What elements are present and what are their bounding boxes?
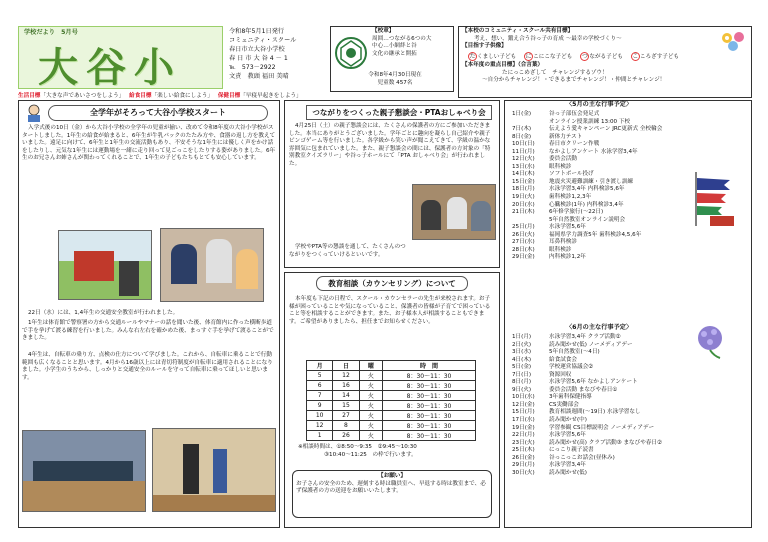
counseling-note: ※相談時間は、①8:50～9:35 ②9:45～10:30 ③10:40～11:25 の枠で行います。: [298, 444, 417, 458]
schedule-item: [512, 141, 748, 149]
schedule-item: [512, 447, 748, 455]
schedule-event: CS実働部会: [549, 401, 579, 408]
article2-text-top: 4月25日（土）の親子懇談会には、たくさんの保護者の方にご参加いただきました。本当にありがとうございました。学年ごとに趣向を凝らし自己紹介や親子ビンゴゲーム等を行いました。各学級から笑い声が聞こえてきて、学級の温かな雰囲気に包まれていました。また、親子懇談会の間には、保護者の方対象の「特別教室クイズラリー」や谷っ子ホールにて「PTA おしゃべり会」が行われました。: [289, 123, 491, 167]
schedule-event: 水泳学習3,4年 内科検診5,6年: [549, 186, 625, 193]
schedule-date: 2日(火): [512, 341, 532, 348]
schedule-date: 1日(月): [512, 334, 532, 340]
photo-traffic-lesson: [152, 428, 276, 512]
photo-gym-assembly: [22, 430, 146, 512]
table-row: 12 8 火 8：30～11：30: [307, 421, 476, 431]
schedule-date: 14日(木): [512, 171, 535, 178]
schedule-date: 27日(水): [512, 239, 535, 246]
schedule-event: 水泳学習3,4年: [549, 462, 586, 469]
schedule-date: 17日(水): [512, 417, 535, 424]
schedule-event: 谷っこっこお話会(昼休み): [549, 454, 615, 461]
schedule-date: 5日(金): [512, 364, 532, 371]
schedule-event: 委員会活動 まなびや春日①: [549, 386, 618, 393]
schedule-event: 読み聞かせ(中): [549, 417, 587, 424]
schedule-item: [512, 149, 748, 157]
schedule-date: 7日(木): [512, 126, 532, 133]
schedule-item: [512, 156, 748, 164]
schedule-date: 1日(金): [512, 111, 532, 117]
schedule-date: 26日(金): [512, 454, 535, 461]
schedule-item: [512, 394, 748, 402]
schedule-date: 12日(金): [512, 401, 535, 408]
schedule-date: 19日(金): [512, 424, 535, 431]
table-row: 6 16 火 8：30～11：30: [307, 381, 476, 391]
schedule-event: 内科検診1,2年: [549, 254, 586, 261]
schedule-event: オンライン授業訓練 13:00 下校: [549, 118, 631, 125]
schedule-date: 8日(月): [512, 379, 532, 386]
schedule-item: [512, 470, 748, 478]
schedule-event: 春日市クリーン作戦: [549, 141, 600, 148]
schedule-item: [512, 379, 748, 387]
article1-paragraph-2: 22日（水）には、1,4年生の交通安全教室が行われました。: [28, 310, 179, 316]
schedule-event: 心臓検診(1年) 内科検診3,4年: [549, 201, 624, 208]
masthead-kicker: 学校だより 5月号: [24, 29, 78, 36]
schedule-event: 6年修学旅行(～22日): [549, 209, 604, 216]
schedule-date: 20日(水): [512, 201, 535, 208]
schedule-event: 眼科検診: [549, 163, 572, 170]
schedule-date: 11日(月): [512, 148, 535, 155]
school-emblem-icon: [334, 36, 368, 70]
schedule-event: 地震火災避難訓練・引き渡し訓練: [549, 178, 633, 185]
table-row: 7 14 火 8：30～11：30: [307, 391, 476, 401]
schedule-item: [512, 387, 748, 395]
schedule-event: 水泳学習5,6年: [549, 224, 586, 231]
schedule-event: 委員会活動: [549, 156, 577, 163]
article3-text: 本年度も下記の日程で、スクール・カウンセラーの先生が来校されます。お子様が困っていることや気になっていること、保護者の皆様が子育てで困っていること等を相談することができます。また、お子様本人が相談することもできます。ご希望がありましたら、担任までお知らせください。: [289, 296, 491, 325]
article2-text-bottom: 学校やPTA等の懇談を通して、たくさんのつながりをつくっていけるといいです。: [289, 244, 406, 258]
schedule-event: 耳鼻科検診: [549, 239, 577, 246]
enrollment: 令和8年4月30日現在 児童数 457名: [368, 72, 422, 86]
emblem-text: 【校章】 周囲…つながる6つの大 中心…小網絆と谷 文化の継承と開拓: [372, 28, 432, 57]
schedule-date: 23日(火): [512, 439, 535, 446]
schedule-date: 19日(火): [512, 194, 535, 201]
schedule-event: 学校運営協議会②: [549, 364, 594, 371]
schedule-date: 22日(月): [512, 432, 535, 439]
schedule-date: 15日(月): [512, 409, 535, 416]
schedule-item: [512, 111, 748, 119]
schedule-item: [512, 254, 748, 262]
schedule-item: [512, 134, 748, 142]
article2-title: つながりをつくった親子懇談会・PTAおしゃべり会: [306, 105, 492, 120]
notice-content: 【お願い】 お子さんの安全のため、遅刻する時は職員室へ、早退する時は教室まで、必ず保護者の方の送迎をお願いいたします。: [296, 473, 486, 495]
article1-paragraph-4: 4年生は、自転車の乗り方、点検の仕方について学びました。これから、自転車に乗ることで行動範囲も広くなることと思います。4月から16歳以上には青切符制度が自転車に適用されることになりました。小学生のうちから、しっかりと交通安全のルールを守って自転車に乗ってほしいと思います。: [22, 352, 273, 381]
photo-parent-meeting: [412, 184, 496, 240]
article3-title: 教育相談（カウンセリング）について: [316, 276, 468, 291]
schedule-event: 学習参観 CS目標説明会 ノーメディアデー: [549, 424, 655, 431]
may-schedule-title: 〈5月の主な行事予定〉: [566, 101, 633, 108]
teacher-illustration-icon: [24, 104, 44, 122]
schedule-date: 21日(木): [512, 209, 535, 216]
schedule-event: 福岡県学力調査5年 歯科検診4,5,6年: [549, 231, 642, 238]
schedule-date: 25日(月): [512, 224, 535, 231]
schedule-date: 25日(木): [512, 447, 535, 454]
schedule-date: [512, 119, 546, 127]
monthly-goals: 生活目標「大きな声であいさつをしよう」 給食目標「楽しい給食にしよう」 保健目標「早寝早起きをしよう」: [18, 93, 302, 99]
schedule-item: [512, 455, 748, 463]
schedule-item: [512, 364, 748, 372]
schedule-event: 谷っ子部伍会発足式: [549, 111, 600, 117]
table-header-row: 月 日 曜 時 間: [307, 361, 476, 371]
masthead-title: 大谷小: [38, 44, 182, 91]
schedule-item: [512, 126, 748, 134]
schedule-event: 伝えよう愛キャンペーン JRC更新式 全校輪会: [549, 126, 663, 133]
photo-playground: [58, 230, 152, 300]
schedule-event: 眼科検診: [549, 246, 572, 253]
schedule-item: [512, 417, 748, 425]
schedule-date: 10日(水): [512, 394, 535, 401]
issue-date: 令和8年5月1日発行: [229, 28, 285, 35]
schedule-date: 29日(月): [512, 462, 535, 469]
table-row: 5 12 火 8：30～11：30: [307, 371, 476, 381]
schedule-date: 29日(金): [512, 254, 535, 261]
article1-paragraph-1: 入学式後の10日（金）から大谷小学校の全学年の児童が揃い、改めて令和8年度の大谷小学校がスタートしました。1年生の給食が始まると、6年生が牛乳パックのたたみ方や、食器の返し方を教えていました。遠足に向けて、6年生と1年生の交流活動もあり、不安そうな1年生には優しく声をかけ話をしたりし、元気な1年生には運動場を一緒に走り回って見ごっこをしたりする姿がありました。6年生のお兄さんお姉さんが関わってくれることで、1年生の子どもたちもとても安心しています。: [22, 125, 276, 162]
photo-lunch: [160, 228, 264, 302]
schedule-event: 水泳学習5,6年 なかよしアンケート: [549, 379, 638, 386]
schedule-item: [512, 432, 748, 440]
schedule-date: 8日(金): [512, 133, 532, 140]
schedule-event: 水泳学習5,6年: [549, 432, 586, 439]
schedule-event: 読み聞かせ(低) ノーメディアデー: [549, 341, 633, 348]
schedule-item: [512, 425, 748, 433]
schedule-event: なかよしアンケート 水泳学習3,4年: [549, 148, 638, 155]
editor-credit: 文責 教頭 福田 美晴: [229, 72, 289, 80]
school-tel: ℡ 573－2922: [229, 63, 276, 71]
schedule-item: [512, 119, 748, 127]
schedule-item: [512, 409, 748, 417]
hydrangea-icon: [690, 320, 730, 360]
schedule-item: [512, 462, 748, 470]
schedule-date: 28日(木): [512, 246, 535, 253]
table-row: 10 27 火 8：30～11：30: [307, 411, 476, 421]
school-address: 春 日 市 大 谷 4 － 1: [229, 54, 288, 62]
schedule-date: 26日(火): [512, 231, 535, 238]
schedule-event: 給食試食会: [549, 356, 577, 363]
schedule-date: 10日(日): [512, 141, 535, 148]
goals-content: 【本校のコミュニティ・スクール共有目標】 考え、想い、鍛え合う谷っ子の育成 ～最幸の学校づくり～ 【目指す子供像】 た くましい子ども に こにこな子ども つ ながる子ども こ ころざす子ども 【本年度の重点目標】（合言葉） たにっこめざして チャレンジするゾウ！ ～自分からチャレンジ！・できるまでチャレンジ！・仲間とチャレンジ！: [462, 28, 698, 85]
schedule-event: 水泳学習3,4年 クラブ活動②: [549, 334, 621, 340]
schedule-item: [512, 239, 748, 247]
schedule-event: 読み聞かせ(高) クラブ活動③ まなびや春日②: [549, 439, 663, 446]
schedule-event: 資源回収: [549, 371, 572, 378]
schedule-date: 4日(木): [512, 356, 532, 363]
community-label: コミュニティ・スクール: [229, 36, 297, 44]
table-row: 1 26 火 8：30～11：30: [307, 431, 476, 441]
schedule-event: ソフトボール投げ: [549, 171, 594, 178]
schedule-event: 教育相談週間(～19日) 水泳学習なし: [549, 409, 641, 416]
schedule-event: にっこり親子読書: [549, 447, 594, 454]
article1-paragraph-3: 1年生は体育館で警察署の方から交通ルールやマナーの話を聞いた後、体育館内に作った横断歩道で手を挙げて渡る練習を行いました。みんな右左右を確かめた後、まっすぐ手を挙げて渡ることができました。: [22, 320, 274, 342]
schedule-date: 30日(火): [512, 469, 535, 476]
schedule-date: 12日(火): [512, 156, 535, 163]
carp-streamer-icon: [690, 170, 740, 226]
schedule-event: 読み聞かせ(低): [549, 469, 587, 476]
schedule-date: 9日(火): [512, 386, 532, 393]
schedule-item: [512, 232, 748, 240]
ideal-child-list: た くましい子ども に こにこな子ども つ ながる子ども こ ころざす子ども: [469, 52, 680, 60]
schedule-event: 5年自然教室オンライン説明会: [549, 216, 626, 223]
flower-illustration-icon: [718, 28, 748, 54]
schedule-event: 3年歯科保健指導: [549, 394, 592, 401]
counseling-schedule-table: [306, 360, 476, 441]
schedule-event: 新体力テスト: [549, 133, 583, 140]
school-name: 春日市立大谷小学校: [229, 45, 285, 53]
schedule-date: 15日(金): [512, 178, 535, 185]
schedule-date: 18日(月): [512, 186, 535, 193]
schedule-date: 3日(水): [512, 349, 532, 356]
schedule-event: 歯科検診1,2,3年: [549, 194, 592, 201]
table-row: 9 15 火 8：30～11：30: [307, 401, 476, 411]
schedule-date: 7日(日): [512, 371, 532, 378]
schedule-item: [512, 440, 748, 448]
june-schedule-title: 〈6月の主な行事予定〉: [566, 324, 633, 331]
article1-title: 全学年がそろって大谷小学校スタート: [48, 105, 268, 121]
schedule-event: 5年自然教室(～4日): [549, 349, 600, 356]
schedule-date: 13日(水): [512, 163, 535, 170]
schedule-item: [512, 247, 748, 255]
